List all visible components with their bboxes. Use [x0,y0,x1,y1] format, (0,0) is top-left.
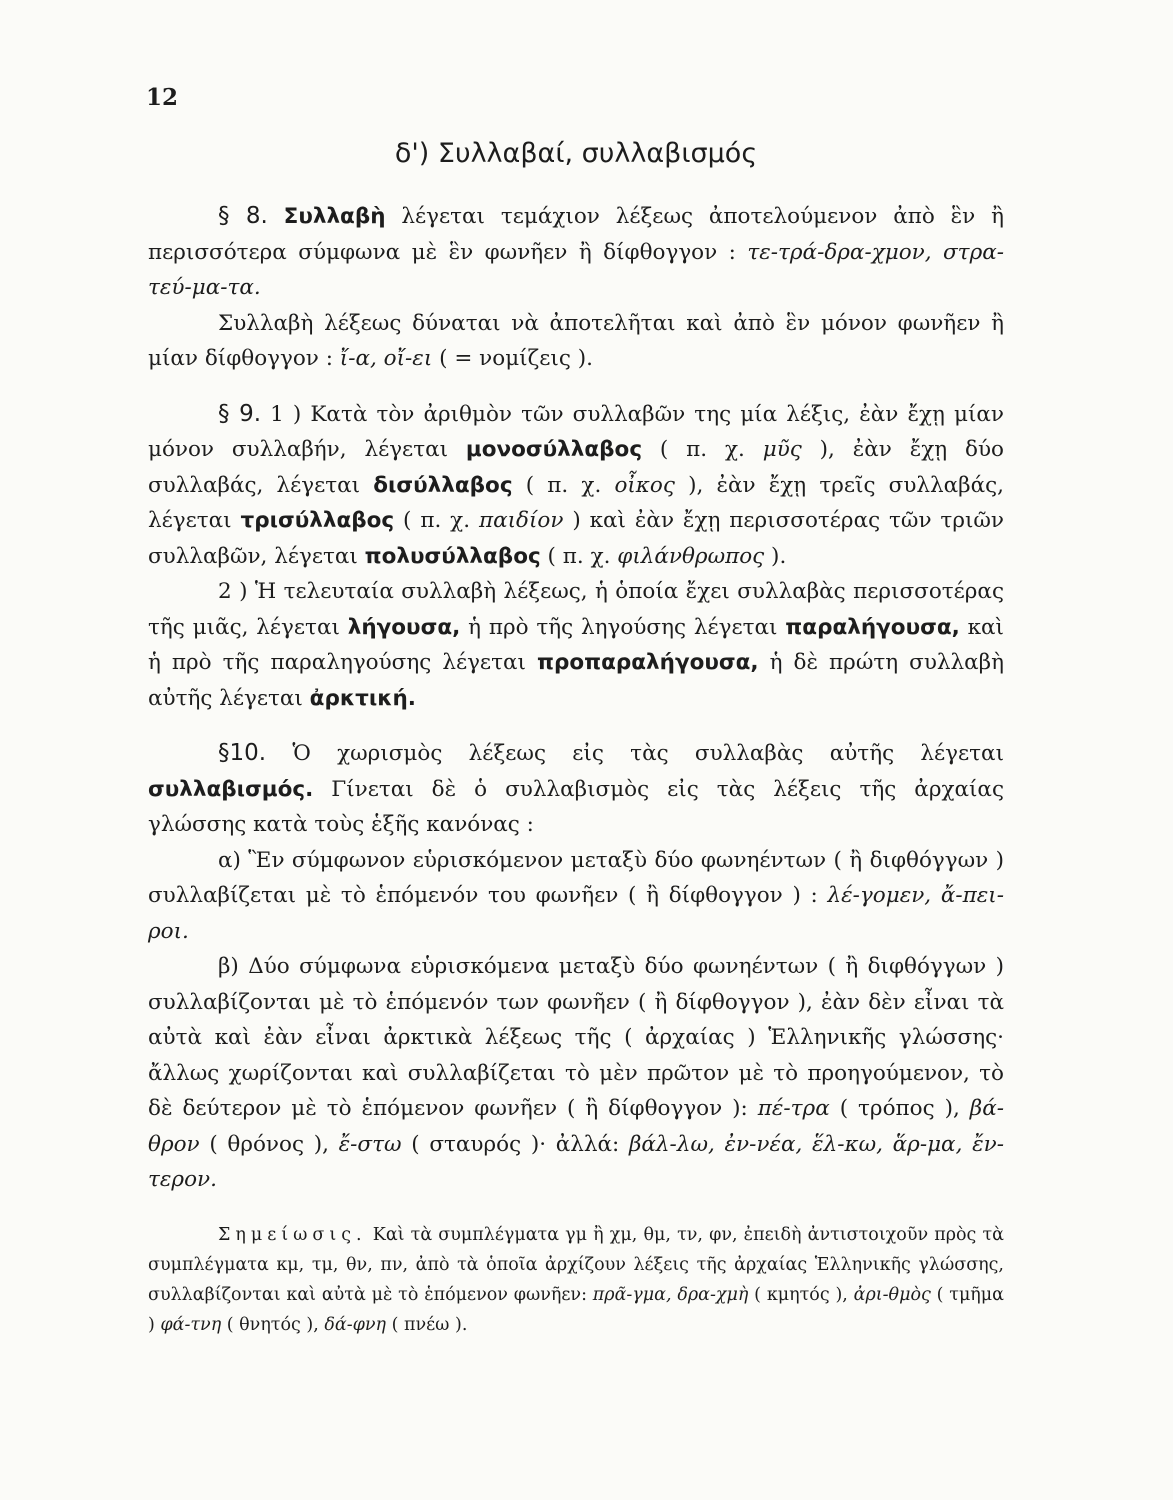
example: δά-φνη [324,1314,386,1335]
text: ἡ πρὸ τῆς ληγούσης λέγεται [460,614,786,640]
text: ( τρόπος ), [829,1096,970,1121]
section-number: § 8. [218,203,268,229]
text: ( κμητός ), [748,1284,854,1305]
example: λέ-γομεν, ἄ-πει-ροι. [148,883,1004,944]
paragraph-10 [148,736,1004,843]
term-bold: συλλαβισμός. [148,776,314,802]
term-bold: λήγουσα, [347,614,461,640]
paragraph-9-2 [148,574,1004,716]
text: ( σταυρός )· ἀλλά: [401,1131,629,1157]
text: Καὶ τὰ συμπλέγματα γμ ἢ χμ, θμ, τν, φν, ἐπειδὴ ἀντιστοιχοῦν πρὸς τὰ συμπλέγματα κμ, τμ, θν, πν, ἀπὸ τὰ ὁποῖα ἀρχίζουν λέξεις τῆς ἀρχαίας Ἑλληνικῆς γλώσσης, συλλαβίζονται καὶ αὐτὰ μὲ τὸ ἑπόμενον φωνῆεν: [148,1224,1004,1305]
section-number: § 9. [218,400,262,427]
text: Συλλαβὴ λέξεως δύναται νὰ ἀποτελῆται καὶ ἀπὸ ἓν μόνον φωνῆεν ἢ μίαν δίφθογγον : [148,310,1004,371]
text: ( π. χ. [512,472,615,498]
text: ), ἐὰν ἔχῃ τρεῖς συλλαβάς, λέγεται [148,472,1004,533]
text: ( πνέω ). [386,1314,468,1335]
text: β) Δύο σύμφωνα εὑρισκόμενα μεταξὺ δύο φωνηέντων ( ἢ διφθόγγων ) συλλαβίζονται μὲ τὸ ἑπόμενόν των φωνῆεν ( ἢ δίφθογγον ), ἐὰν δὲν εἶναι τὰ αὐτὰ καὶ ἐὰν εἶναι ἀρκτικὰ λέξεως τῆς ( ἀρχαίας ) Ἑλληνικῆς γλώσσης· ἄλλως χωρίζονται καὶ συλλαβίζεται τὸ μὲν πρῶτον μὲ τὸ προηγούμενον, τὸ δὲ δεύτερον μὲ τὸ ἑπόμενον φωνῆεν ( ἢ δίφθογγον ): [148,954,1004,1121]
term-bold: παραλήγουσα, [785,614,960,640]
text: ), ἐὰν ἔχῃ δύο συλλαβάς, λέγεται [148,437,1004,498]
paragraph-8b [148,306,1004,377]
term-bold: τρισύλλαβος [240,508,395,533]
example: παιδίον [478,508,564,533]
page-number: 12 [146,84,179,111]
example: τε-τρά-δρα-χμον, στρα-τεύ-μα-τα. [148,239,1004,300]
note-label: Σημείωσις. [218,1224,367,1245]
example: βάλ-λω, ἐν-νέα, ἕλ-κω, ἅρ-μα, ἔν-τερον. [148,1131,1004,1192]
text: 1 ) Κατὰ τὸν ἀριθμὸν τῶν συλλαβῶν της μία λέξις, ἐὰν ἔχῃ μίαν μόνον συλλαβήν, λέγεται [148,401,1004,462]
section-number: §10. [218,740,267,766]
note [148,1220,1004,1340]
rule-b [148,949,1004,1198]
term-bold: ἀρκτική. [309,685,416,711]
paragraph-8 [148,199,1004,306]
text: καὶ ἡ πρὸ τῆς παραληγούσης λέγεται [148,614,1004,675]
example: πέ-τρα [757,1096,830,1121]
term-bold: μονοσύλλαβος [465,437,643,462]
example: πρᾶ-γμα, δρα-χμὴ [592,1284,749,1305]
example: ἀρι-θμὸς [853,1284,931,1305]
text: ) καὶ ἐὰν ἔχῃ περισσοτέρας τῶν τριῶν συλλαβῶν, λέγεται [148,508,1004,569]
text: 2 ) Ἡ τελευταία συλλαβὴ λέξεως, ἡ ὁποία ἔχει συλλαβὰς περισσοτέρας τῆς μιᾶς, λέγεται [148,579,1004,640]
example: μῦς [762,437,802,462]
example: φά-τνη [160,1314,222,1335]
paragraph-9 [148,397,1004,575]
text: ( θρόνος ), [199,1131,339,1157]
text: ( τμῆμα ) [148,1284,1004,1335]
example: ἔ-στω [338,1131,402,1157]
page-body [148,138,1004,1340]
text: α) Ἓν σύμφωνον εὑρισκόμενον μεταξὺ δύο φωνηέντων ( ἢ διφθόγγων ) συλλαβίζεται μὲ τὸ ἑπόμενόν του φωνῆεν ( ἢ δίφθογγον ) : [148,847,1004,908]
text: Γίνεται δὲ ὁ συλλαβισμὸς εἰς τὰς λέξεις τῆς ἀρχαίας γλώσσης κατὰ τοὺς ἑξῆς κανόνας : [148,776,1004,837]
example: βά-θρον [148,1096,1004,1157]
text: Ὁ χωρισμὸς λέξεως εἰς τὰς συλλαβὰς αὐτῆς λέγεται [266,741,1004,766]
term-bold: πολυσύλλαβος [364,543,541,569]
section-title: δ') Συλλαβαί, συλλαβισμός [394,138,758,169]
term-bold: Συλλαβὴ [283,204,386,229]
text: ( π. χ. [394,508,479,533]
text: ( π. χ. [642,437,763,462]
text: ἡ δὲ πρώτη συλλαβὴ αὐτῆς λέγεται [148,650,1004,711]
text: ). [764,543,787,569]
term-bold: δισύλλαβος [373,472,513,498]
text: ( π. χ. [540,543,618,569]
text: ( θνητός ), [221,1314,325,1335]
text: λέγεται τεμάχιον λέξεως ἀποτελούμενον ἀπὸ ἓν ἢ περισσότερα σύμφωνα μὲ ἓν φωνῆεν ἢ δίφθογγον : [148,204,1004,265]
term-bold: προπαραλήγουσα, [536,650,759,675]
example: ἴ-α, οἴ-ει [339,346,433,371]
rule-a [148,843,1004,950]
text: ( = νομίζεις ). [432,346,593,371]
example: φιλάνθρωπος [617,543,765,569]
example: οἶκος [614,472,675,498]
